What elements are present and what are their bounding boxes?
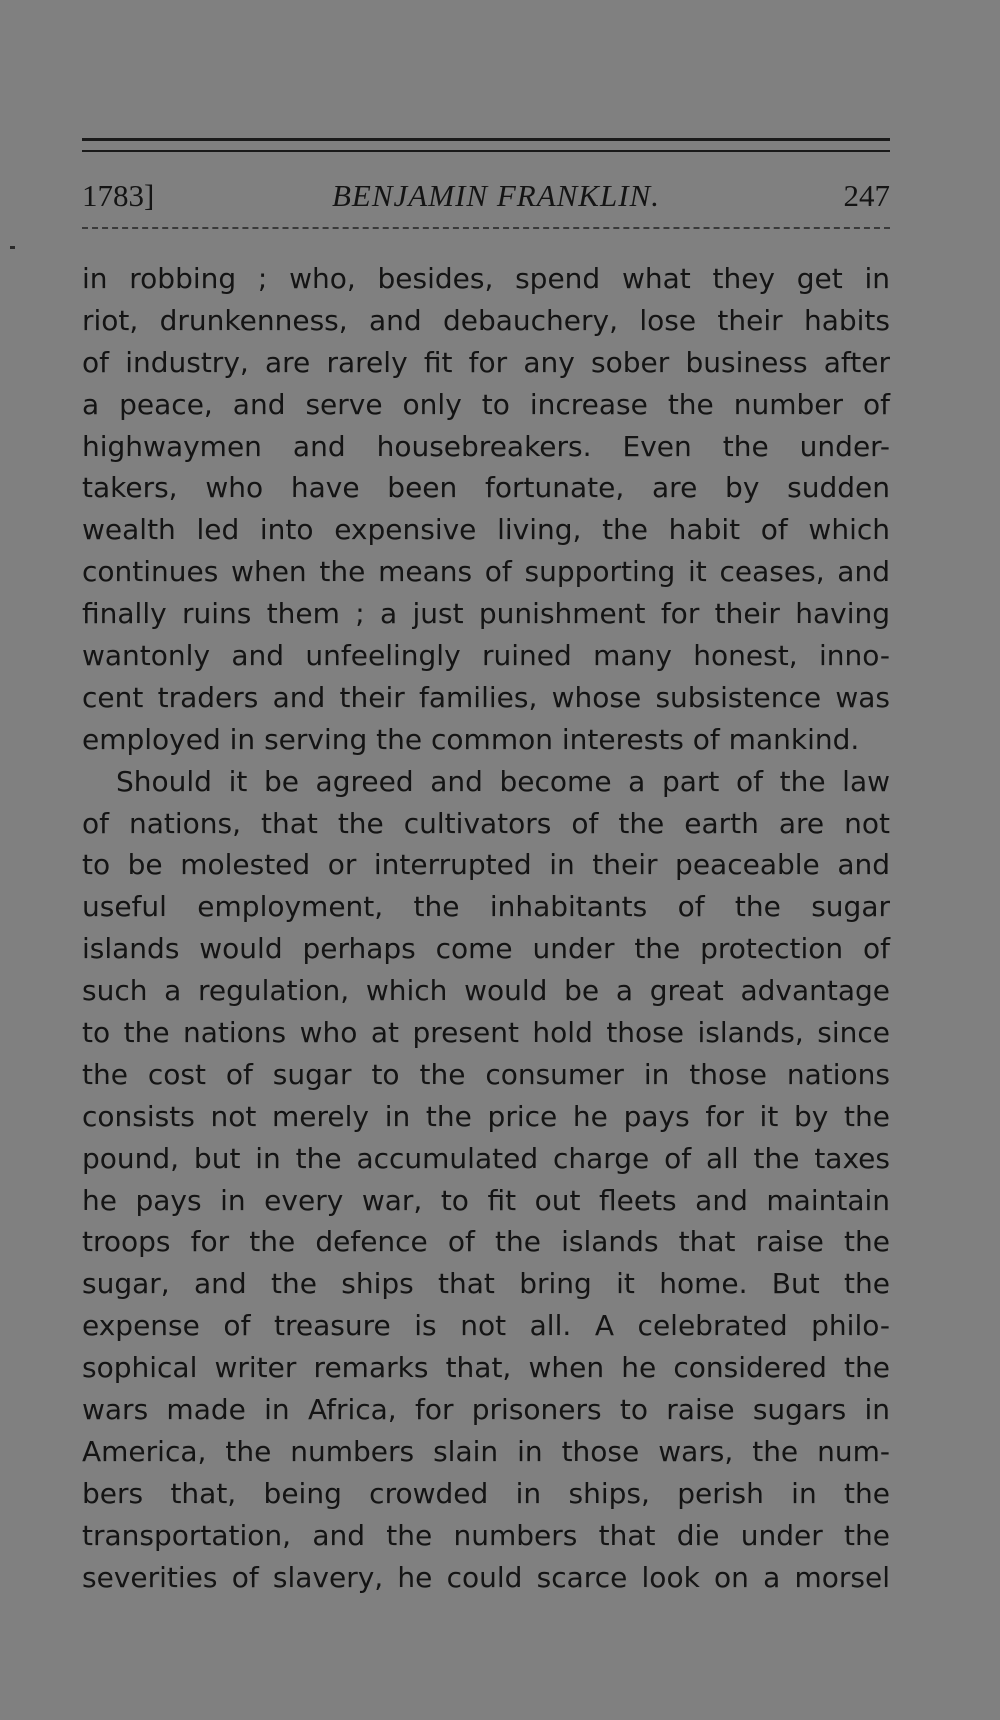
text-line: in robbing ; who, besides, spend what they get in <box>82 262 890 295</box>
text-line: troops for the defence of the islands that raise the <box>82 1225 890 1259</box>
header-bottom-rule <box>82 227 890 229</box>
text-line: bers that, being crowded in ships, perish in the <box>82 1476 890 1510</box>
text-line: continues when the means of supporting it ceases, and <box>82 555 890 589</box>
text-line: wantonly and unfeelingly ruined many honest, inno- <box>82 639 890 673</box>
text-line: employed in serving the common interests of mankind. <box>82 722 860 756</box>
text-line: pound, but in the accumulated charge of all the taxes <box>82 1141 890 1175</box>
margin-speck <box>10 246 15 249</box>
header-year: 1783] <box>82 178 155 213</box>
text-line: takers, who have been fortunate, are by sudden <box>82 471 890 505</box>
text-line: transportation, and the numbers that die under the <box>82 1518 890 1552</box>
page-number: 247 <box>843 178 890 213</box>
text-line: highwaymen and housebreakers. Even the under- <box>82 429 890 463</box>
text-line: riot, drunkenness, and debauchery, lose their habits <box>82 303 890 337</box>
header-double-rule <box>82 138 890 152</box>
text-line: Should it be agreed and become a part of the law <box>116 764 890 798</box>
text-line: wealth led into expensive living, the habit of which <box>82 513 890 547</box>
body-text <box>82 258 890 1599</box>
text-line: wars made in Africa, for prisoners to raise sugars in <box>82 1393 890 1427</box>
running-head <box>82 174 890 218</box>
text-line: America, the numbers slain in those wars, the num- <box>82 1434 890 1468</box>
text-line: cent traders and their families, whose subsistence was <box>82 680 890 714</box>
text-line: sugar, and the ships that bring it home. But the <box>82 1267 890 1301</box>
text-line: sophical writer remarks that, when he considered the <box>82 1351 890 1385</box>
text-line: the cost of sugar to the consumer in those nations <box>82 1057 890 1091</box>
text-line: expense of treasure is not all. A celebrated philo- <box>82 1309 890 1343</box>
text-line: consists not merely in the price he pays for it by the <box>82 1099 890 1133</box>
text-line: to the nations who at present hold those islands, since <box>82 1016 890 1050</box>
header-title: BENJAMIN FRANKLIN. <box>332 178 660 213</box>
text-line: he pays in every war, to fit out fleets and maintain <box>82 1183 890 1217</box>
text-line: such a regulation, which would be a great advantage <box>82 974 890 1008</box>
text-line: useful employment, the inhabitants of the sugar <box>82 890 890 924</box>
text-line: a peace, and serve only to increase the number of <box>82 387 890 421</box>
text-line: of industry, are rarely fit for any sober business after <box>82 345 890 379</box>
text-line: severities of slavery, he could scarce look on a morsel <box>82 1560 890 1594</box>
text-line: to be molested or interrupted in their peaceable and <box>82 848 890 882</box>
text-line: islands would perhaps come under the protection of <box>82 932 890 966</box>
text-line: of nations, that the cultivators of the earth are not <box>82 806 890 840</box>
text-line: finally ruins them ; a just punishment for their having <box>82 597 890 631</box>
